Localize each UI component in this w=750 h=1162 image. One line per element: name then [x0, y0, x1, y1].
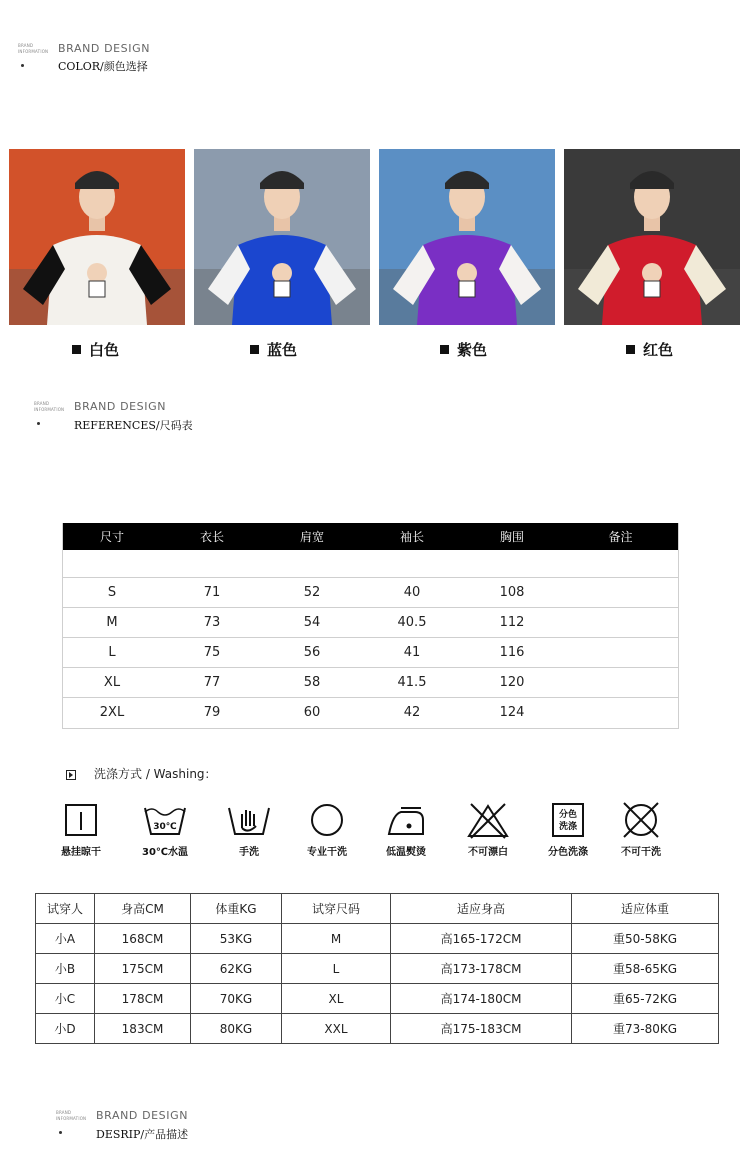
table-row — [36, 984, 719, 1014]
table-cell: 168CM — [95, 924, 191, 954]
washing-symbol — [214, 800, 284, 840]
table-cell: 41 — [362, 638, 462, 668]
brand-design-label: BRAND DESIGN — [74, 400, 167, 413]
table-cell: 54 — [262, 608, 362, 638]
table-cell: 小B — [36, 954, 95, 984]
table-cell: 77 — [162, 668, 262, 698]
table-cell: 53KG — [191, 924, 282, 954]
section-title: DESRIP/产品描述 — [96, 1128, 189, 1141]
washing-symbol-label: 手洗 — [239, 847, 259, 858]
table-row — [62, 668, 679, 698]
section-title: COLOR/颜色选择 — [58, 60, 148, 73]
table-row — [36, 954, 719, 984]
table-row — [62, 578, 679, 608]
table-cell: 重73-80KG — [572, 1014, 719, 1044]
col-header-weight: 体重KG — [191, 894, 282, 924]
table-cell: 124 — [462, 698, 562, 728]
table-row — [36, 924, 719, 954]
table-cell: 2XL — [62, 698, 162, 728]
col-header-chest: 胸围 — [462, 523, 562, 550]
table-cell: 60 — [262, 698, 362, 728]
col-header-try-size: 试穿尺码 — [282, 894, 391, 924]
col-header-sleeve: 袖长 — [362, 523, 462, 550]
table-cell: 重50-58KG — [572, 924, 719, 954]
size-table-header-row — [62, 523, 679, 550]
table-cell: 高165-172CM — [391, 924, 572, 954]
table-cell: 高174-180CM — [391, 984, 572, 1014]
washing-title — [66, 765, 217, 782]
table-cell: 116 — [462, 638, 562, 668]
col-header-height: 身高CM — [95, 894, 191, 924]
col-header-fit-weight: 适应体重 — [572, 894, 719, 924]
table-cell: 小C — [36, 984, 95, 1014]
table-cell: 80KG — [191, 1014, 282, 1044]
table-cell — [562, 638, 679, 668]
separate-text-1: 分色 — [558, 810, 578, 820]
table-row — [62, 608, 679, 638]
table-cell: 52 — [262, 578, 362, 608]
col-header-shoulder: 肩宽 — [262, 523, 362, 550]
color-option-label — [250, 339, 297, 360]
washing-symbol — [453, 800, 523, 840]
model-photo-image — [194, 149, 370, 325]
iron-low-icon — [381, 800, 431, 840]
table-cell: M — [282, 924, 391, 954]
washing-symbol — [371, 800, 441, 840]
product-photo — [379, 149, 555, 325]
table-cell: 175CM — [95, 954, 191, 984]
table-cell: 112 — [462, 608, 562, 638]
table-cell: 183CM — [95, 1014, 191, 1044]
square-bullet-icon — [626, 345, 635, 354]
washing-symbol-label: 专业干洗 — [307, 847, 347, 858]
table-cell: 71 — [162, 578, 262, 608]
table-cell: 58 — [262, 668, 362, 698]
table-cell: 56 — [262, 638, 362, 668]
washing-symbol — [46, 800, 116, 840]
brand-design-label: BRAND DESIGN — [58, 42, 151, 55]
product-photo — [564, 149, 740, 325]
no-dry-clean-icon — [616, 800, 666, 840]
separate-wash-icon — [543, 800, 593, 840]
table-cell: L — [62, 638, 162, 668]
table-cell: 小D — [36, 1014, 95, 1044]
washing-symbol — [130, 800, 200, 840]
table-cell: 70KG — [191, 984, 282, 1014]
hang-dry-icon — [56, 800, 106, 840]
section-title: REFERENCES/尺码表 — [74, 419, 193, 432]
size-chart-table — [62, 523, 679, 727]
col-header-note: 备注 — [562, 523, 679, 550]
washing-symbol — [533, 800, 603, 840]
table-cell: 178CM — [95, 984, 191, 1014]
wash-30-icon — [140, 800, 190, 840]
table-row — [62, 638, 679, 668]
table-cell: 40 — [362, 578, 462, 608]
color-name: 蓝色 — [267, 341, 298, 359]
table-cell: S — [62, 578, 162, 608]
table-cell: 62KG — [191, 954, 282, 984]
washing-symbol — [606, 800, 676, 840]
brand-info-mini: BRAND INFORMATION — [18, 43, 49, 54]
col-header-length: 衣长 — [162, 523, 262, 550]
bullet-dot — [37, 422, 40, 425]
table-cell: XL — [282, 984, 391, 1014]
table-spacer-row — [62, 550, 679, 578]
color-name: 白色 — [89, 341, 120, 359]
table-cell — [562, 608, 679, 638]
table-cell: 高173-178CM — [391, 954, 572, 984]
table-cell: 108 — [462, 578, 562, 608]
table-cell: 高175-183CM — [391, 1014, 572, 1044]
col-header-tester: 试穿人 — [36, 894, 95, 924]
table-row — [62, 698, 679, 728]
table-cell: 79 — [162, 698, 262, 728]
table-cell: L — [282, 954, 391, 984]
model-photo-image — [379, 149, 555, 325]
table-cell — [562, 698, 679, 728]
bullet-dot — [21, 64, 24, 67]
square-bullet-icon — [72, 345, 81, 354]
no-bleach-icon — [463, 800, 513, 840]
table-cell: XXL — [282, 1014, 391, 1044]
table-cell: 41.5 — [362, 668, 462, 698]
color-option-label — [440, 339, 487, 360]
color-name: 紫色 — [457, 341, 488, 359]
washing-symbol-label: 悬挂晾干 — [61, 847, 101, 858]
wash-temp-text: 30℃ — [153, 822, 177, 832]
square-bullet-icon — [440, 345, 449, 354]
try-table-header-row — [36, 894, 719, 924]
table-cell: 42 — [362, 698, 462, 728]
table-cell: 小A — [36, 924, 95, 954]
play-icon — [66, 770, 76, 780]
table-cell: 75 — [162, 638, 262, 668]
washing-symbol-label: 分色洗涤 — [548, 847, 588, 858]
table-cell: 120 — [462, 668, 562, 698]
table-cell: XL — [62, 668, 162, 698]
brand-design-label: BRAND DESIGN — [96, 1109, 189, 1122]
color-name: 红色 — [643, 341, 674, 359]
washing-symbol-label: 不可干洗 — [621, 847, 661, 858]
bullet-dot — [59, 1131, 62, 1134]
model-photo-image — [9, 149, 185, 325]
brand-info-mini: BRAND INFORMATION — [34, 401, 65, 412]
table-cell: M — [62, 608, 162, 638]
brand-info-mini: BRAND INFORMATION — [56, 1110, 87, 1121]
table-cell: 重58-65KG — [572, 954, 719, 984]
washing-symbol-label: 不可漂白 — [468, 847, 508, 858]
product-photo — [194, 149, 370, 325]
washing-symbol — [292, 800, 362, 840]
table-cell — [562, 668, 679, 698]
washing-symbol-label: 30℃水温 — [141, 847, 189, 858]
col-header-size: 尺寸 — [62, 523, 162, 550]
washing-title-text: 洗涤方式 / Washing： — [94, 767, 217, 781]
col-header-fit-height: 适应身高 — [391, 894, 572, 924]
washing-symbol-label: 低温熨烫 — [386, 847, 426, 858]
dry-clean-icon — [302, 800, 352, 840]
table-cell: 73 — [162, 608, 262, 638]
table-cell: 40.5 — [362, 608, 462, 638]
table-cell — [562, 578, 679, 608]
model-photo-image — [564, 149, 740, 325]
color-option-label — [72, 339, 119, 360]
separate-text-2: 洗涤 — [558, 822, 578, 832]
table-cell: 重65-72KG — [572, 984, 719, 1014]
color-option-label — [626, 339, 673, 360]
table-row — [36, 1014, 719, 1044]
product-photo — [9, 149, 185, 325]
square-bullet-icon — [250, 345, 259, 354]
try-on-table — [35, 893, 719, 1044]
hand-wash-icon — [224, 800, 274, 840]
